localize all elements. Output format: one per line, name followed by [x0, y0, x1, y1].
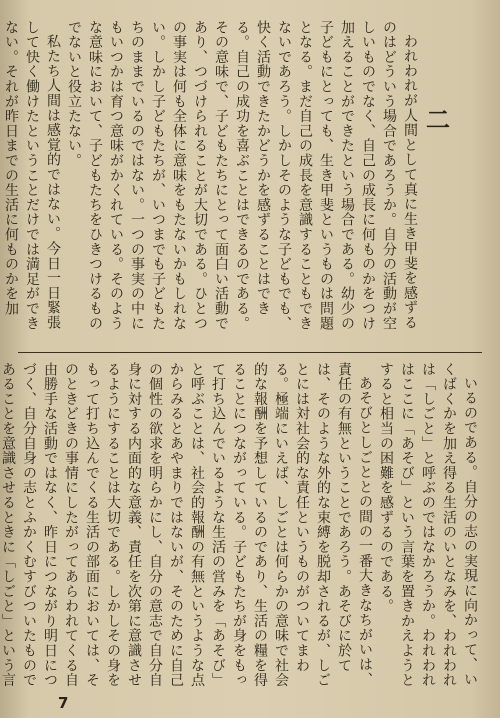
- paragraph: 私たち人間は感覚的ではない。今日一日緊張して快く働けたということだけでは満足ができない。それが昨日までの生活に何ものかを加: [3, 20, 61, 331]
- upper-text-block: [3, 20, 420, 338]
- paragraph: いるのである。自分の志の実現に向かって、いくばくかを加え得る生活のいとなみを、われわれは「しごと」と呼ぶのではなかろうか。われわれはここに「あそび」という言葉を置きかえようとすると相当の困難を感ずるのである。: [378, 362, 478, 688]
- section-number: 二: [426, 105, 450, 134]
- section-divider: [18, 352, 482, 353]
- paragraph: われわれが人間として真に生き甲斐を感ずるのはどういう場合であろうか。自分の活動が空しいものでなく、自己の成長に何ものかをつけ加えることができたという場合である。幼少の子どもにとっても、生き甲斐というものは問題となる。まだ自己の成長を意識することもできないであろう。しかしそのような子どもでも、快く活動できたかどうかを感ずることはできる。自己の成功を喜ぶことはできるのである。その意味で、子どもたちにとって面白い活動であり、つづけられることが大切である。ひとつの事実は何も全体に意味をもたないかもしれない。しかし子どもたちが、いつまでも子どもたちのままでいるのではない。一つの事実の中にもいつかは育つ意味がかくれている。そのような意味において、子どもたちをひきつけるものでないと役立たない。: [66, 20, 418, 331]
- page-number: 7: [58, 694, 69, 712]
- lower-text-block: [0, 362, 480, 692]
- paragraph: あそびとしごととの間の一番大きなちがいは、責任の有無ということであろう。あそびに於ては、そのような外的な束縛を脱却されるが、しごとには対社会的な責任というものがついてまわる。極端にいえば、しごとは何らかの意味で社会的な報酬を予想しているのであり、生活の糧を得ることにつながっている。子どもたちが身をもって打ち込んでいるような生活の営みを「あそび」と呼ぶことは、社会的報酬の有無というような点からみるとあやまりではないが、そのために自己の個性の欲求を明らかにし、自分の意志で自分自身に対する内面的な意義、責任を次第に意識させるようにすることは大切である。しかしその身をもって打ち込んでくる生活の部面においては、そのときどきの事情にしたがってあらわれてくる自由勝手な活動ではなく、昨日につながり明日につづく、自分自身の志とふかくむすびついたものであることを意識させるときに「しごと」という言: [0, 362, 373, 688]
